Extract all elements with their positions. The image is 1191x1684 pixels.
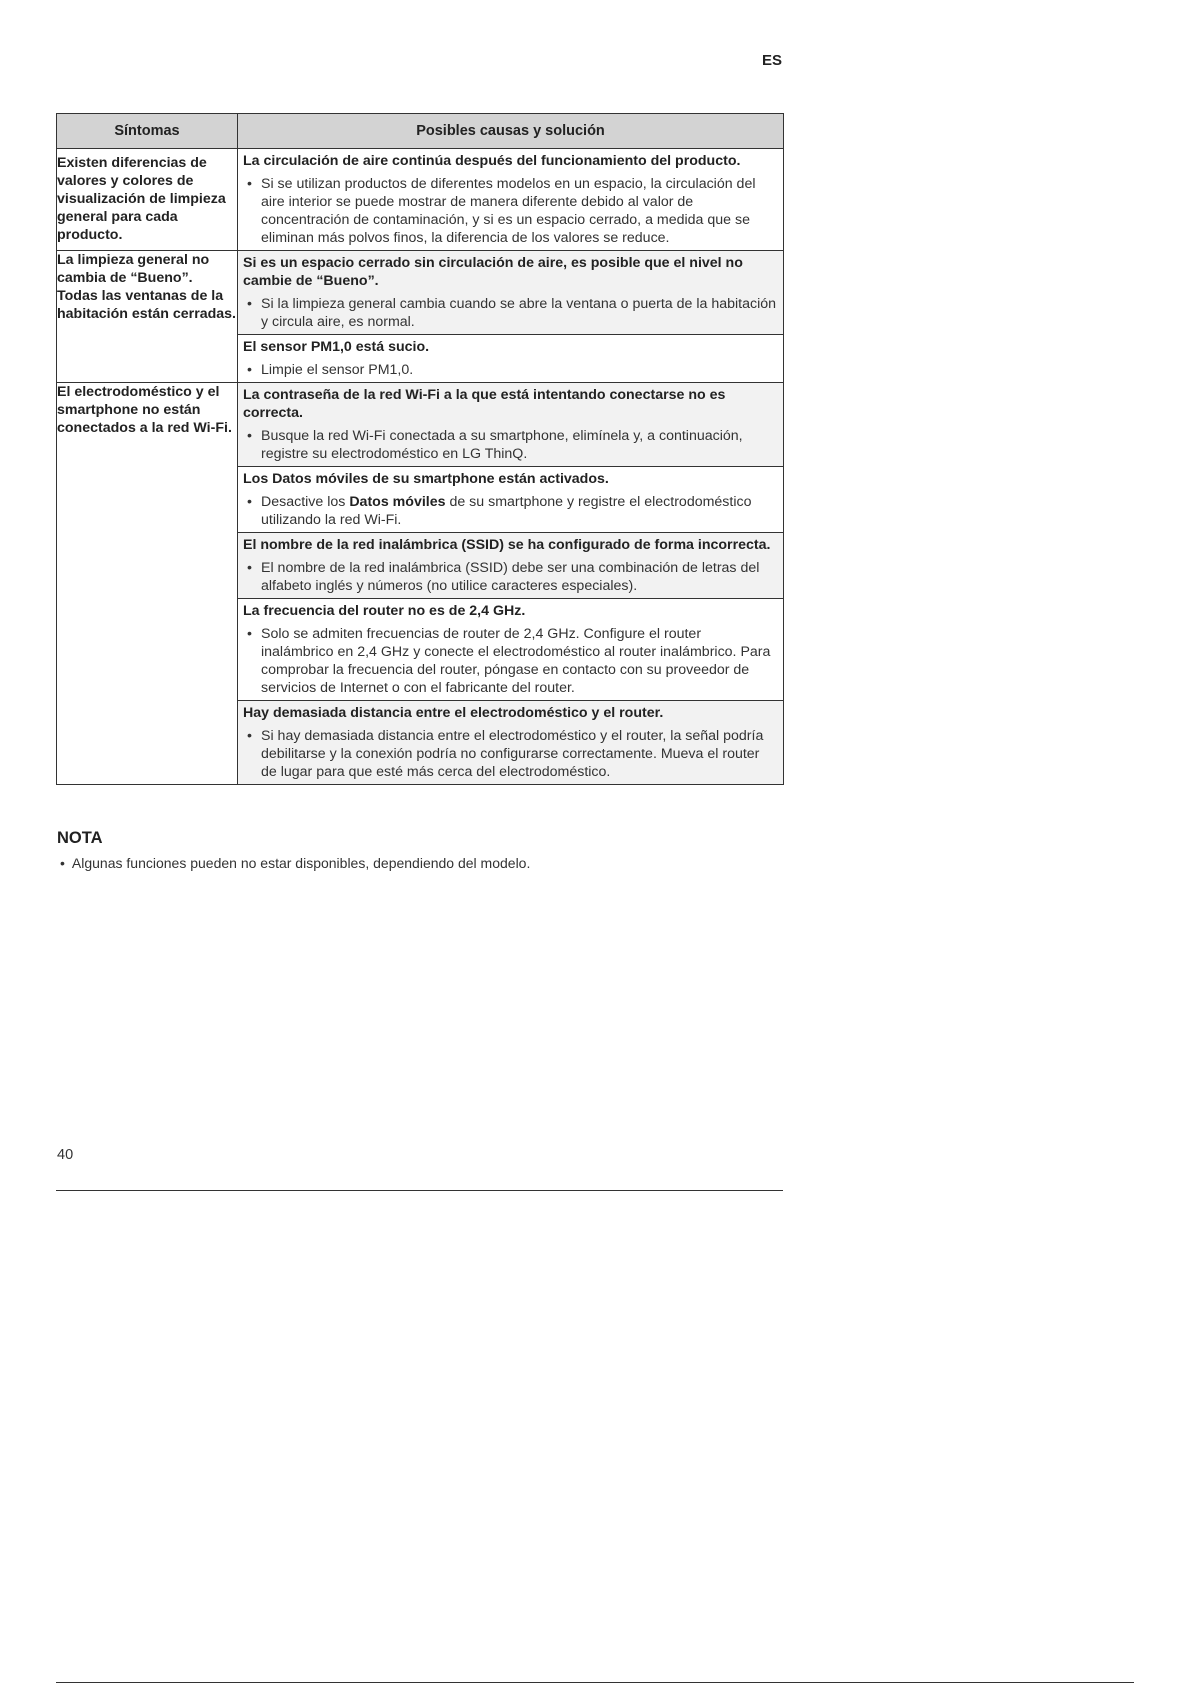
cause-block — [238, 700, 783, 784]
symptom-cell: Existen diferencias de valores y colores de visualización de limpieza general para cada producto. — [57, 149, 238, 251]
solution-text: Limpie el sensor PM1,0. — [261, 362, 414, 378]
solution-text: Si hay demasiada distancia entre el electrodoméstico y el router, la señal podría debilitarse y la conexión podría no configurarse correctamente. Mueva el router de lugar para que esté más cerca del electrodoméstico. — [261, 728, 764, 780]
column-header-symptoms: Síntomas — [57, 114, 238, 149]
solution-text: Busque la red Wi-Fi conectada a su smartphone, elimínela y, a continuación, registre su electrodoméstico en LG ThinQ. — [261, 428, 743, 462]
cause-block — [238, 149, 783, 250]
solution-text-bold: Datos móviles — [349, 494, 446, 510]
column-header-causes: Posibles causas y solución — [238, 114, 784, 149]
bottom-divider — [56, 1682, 1134, 1683]
troubleshooting-table — [56, 113, 784, 785]
cause-solution — [238, 490, 783, 532]
cause-title: El sensor PM1,0 está sucio. — [243, 339, 430, 355]
table-row — [57, 383, 784, 785]
cause-block — [238, 532, 783, 598]
note-item — [57, 855, 530, 871]
table-header-row — [57, 114, 784, 149]
cause-solution — [238, 424, 783, 466]
cause-solution — [238, 556, 783, 598]
table-row — [57, 149, 784, 251]
cause-cell — [238, 251, 784, 383]
cause-title: Hay demasiada distancia entre el electrodoméstico y el router. — [243, 705, 664, 721]
cause-block — [238, 466, 783, 532]
solution-text: El nombre de la red inalámbrica (SSID) debe ser una combinación de letras del alfabeto inglés y números (no utilice caracteres especiales). — [261, 560, 760, 594]
cause-title: La circulación de aire continúa después del funcionamiento del producto. — [243, 153, 741, 169]
symptom-cell: El electrodoméstico y el smartphone no están conectados a la red Wi-Fi. — [57, 383, 238, 785]
solution-text-pre: Desactive los — [261, 494, 350, 510]
cause-cell — [238, 149, 784, 251]
note-text: Algunas funciones pueden no estar disponibles, dependiendo del modelo. — [71, 855, 531, 871]
cause-solution — [238, 172, 783, 250]
cause-solution — [238, 292, 783, 334]
footer-divider — [56, 1190, 783, 1191]
cause-block — [238, 598, 783, 700]
cause-title: Los Datos móviles de su smartphone están activados. — [243, 471, 609, 487]
cause-solution — [238, 622, 783, 700]
solution-text-post: de su smartphone y registre el electrodoméstico utilizando la red Wi-Fi. — [261, 494, 752, 528]
bullet-icon: • — [247, 176, 252, 192]
solution-text: Si la limpieza general cambia cuando se abre la ventana o puerta de la habitación y circula aire, es normal. — [261, 296, 777, 330]
page-number: 40 — [57, 1147, 74, 1163]
note-title: NOTA — [57, 829, 103, 847]
cause-block — [238, 383, 783, 466]
cause-block — [238, 251, 783, 334]
bullet-icon: • — [247, 494, 252, 510]
bullet-icon: • — [247, 560, 252, 576]
cause-solution — [238, 724, 783, 784]
cause-cell — [238, 383, 784, 785]
symptom-cell: La limpieza general no cambia de “Bueno”. Todas las ventanas de la habitación están cerradas. — [57, 251, 238, 383]
cause-title: El nombre de la red inalámbrica (SSID) se ha configurado de forma incorrecta. — [243, 537, 771, 553]
bullet-icon: • — [247, 626, 252, 642]
cause-solution — [238, 358, 783, 382]
cause-block — [238, 334, 783, 382]
cause-title: La frecuencia del router no es de 2,4 GHz. — [243, 603, 526, 619]
solution-text: Si se utilizan productos de diferentes modelos en un espacio, la circulación del aire interior se puede mostrar de manera diferente debido al valor de concentración de contaminación, y si es un espacio cerrado, a medida que se eliminan más polvos finos, la diferencia de los valores se reduce. — [261, 176, 756, 246]
cause-title: La contraseña de la red Wi-Fi a la que está intentando conectarse no es correcta. — [243, 387, 726, 421]
language-code: ES — [761, 52, 782, 69]
bullet-icon: • — [247, 362, 252, 378]
cause-title: Si es un espacio cerrado sin circulación de aire, es posible que el nivel no cambie de “Bueno”. — [243, 255, 743, 289]
solution-text: Solo se admiten frecuencias de router de 2,4 GHz. Configure el router inalámbrico en 2,4 GHz y conecte el electrodoméstico al router inalámbrico. Para comprobar la frecuencia del router, póngase en contacto con su proveedor de servicios de Internet o con el fabricante del router. — [261, 626, 771, 696]
bullet-icon: • — [60, 855, 65, 871]
table-row — [57, 251, 784, 383]
bullet-icon: • — [247, 428, 252, 444]
bullet-icon: • — [247, 296, 252, 312]
bullet-icon: • — [247, 728, 252, 744]
